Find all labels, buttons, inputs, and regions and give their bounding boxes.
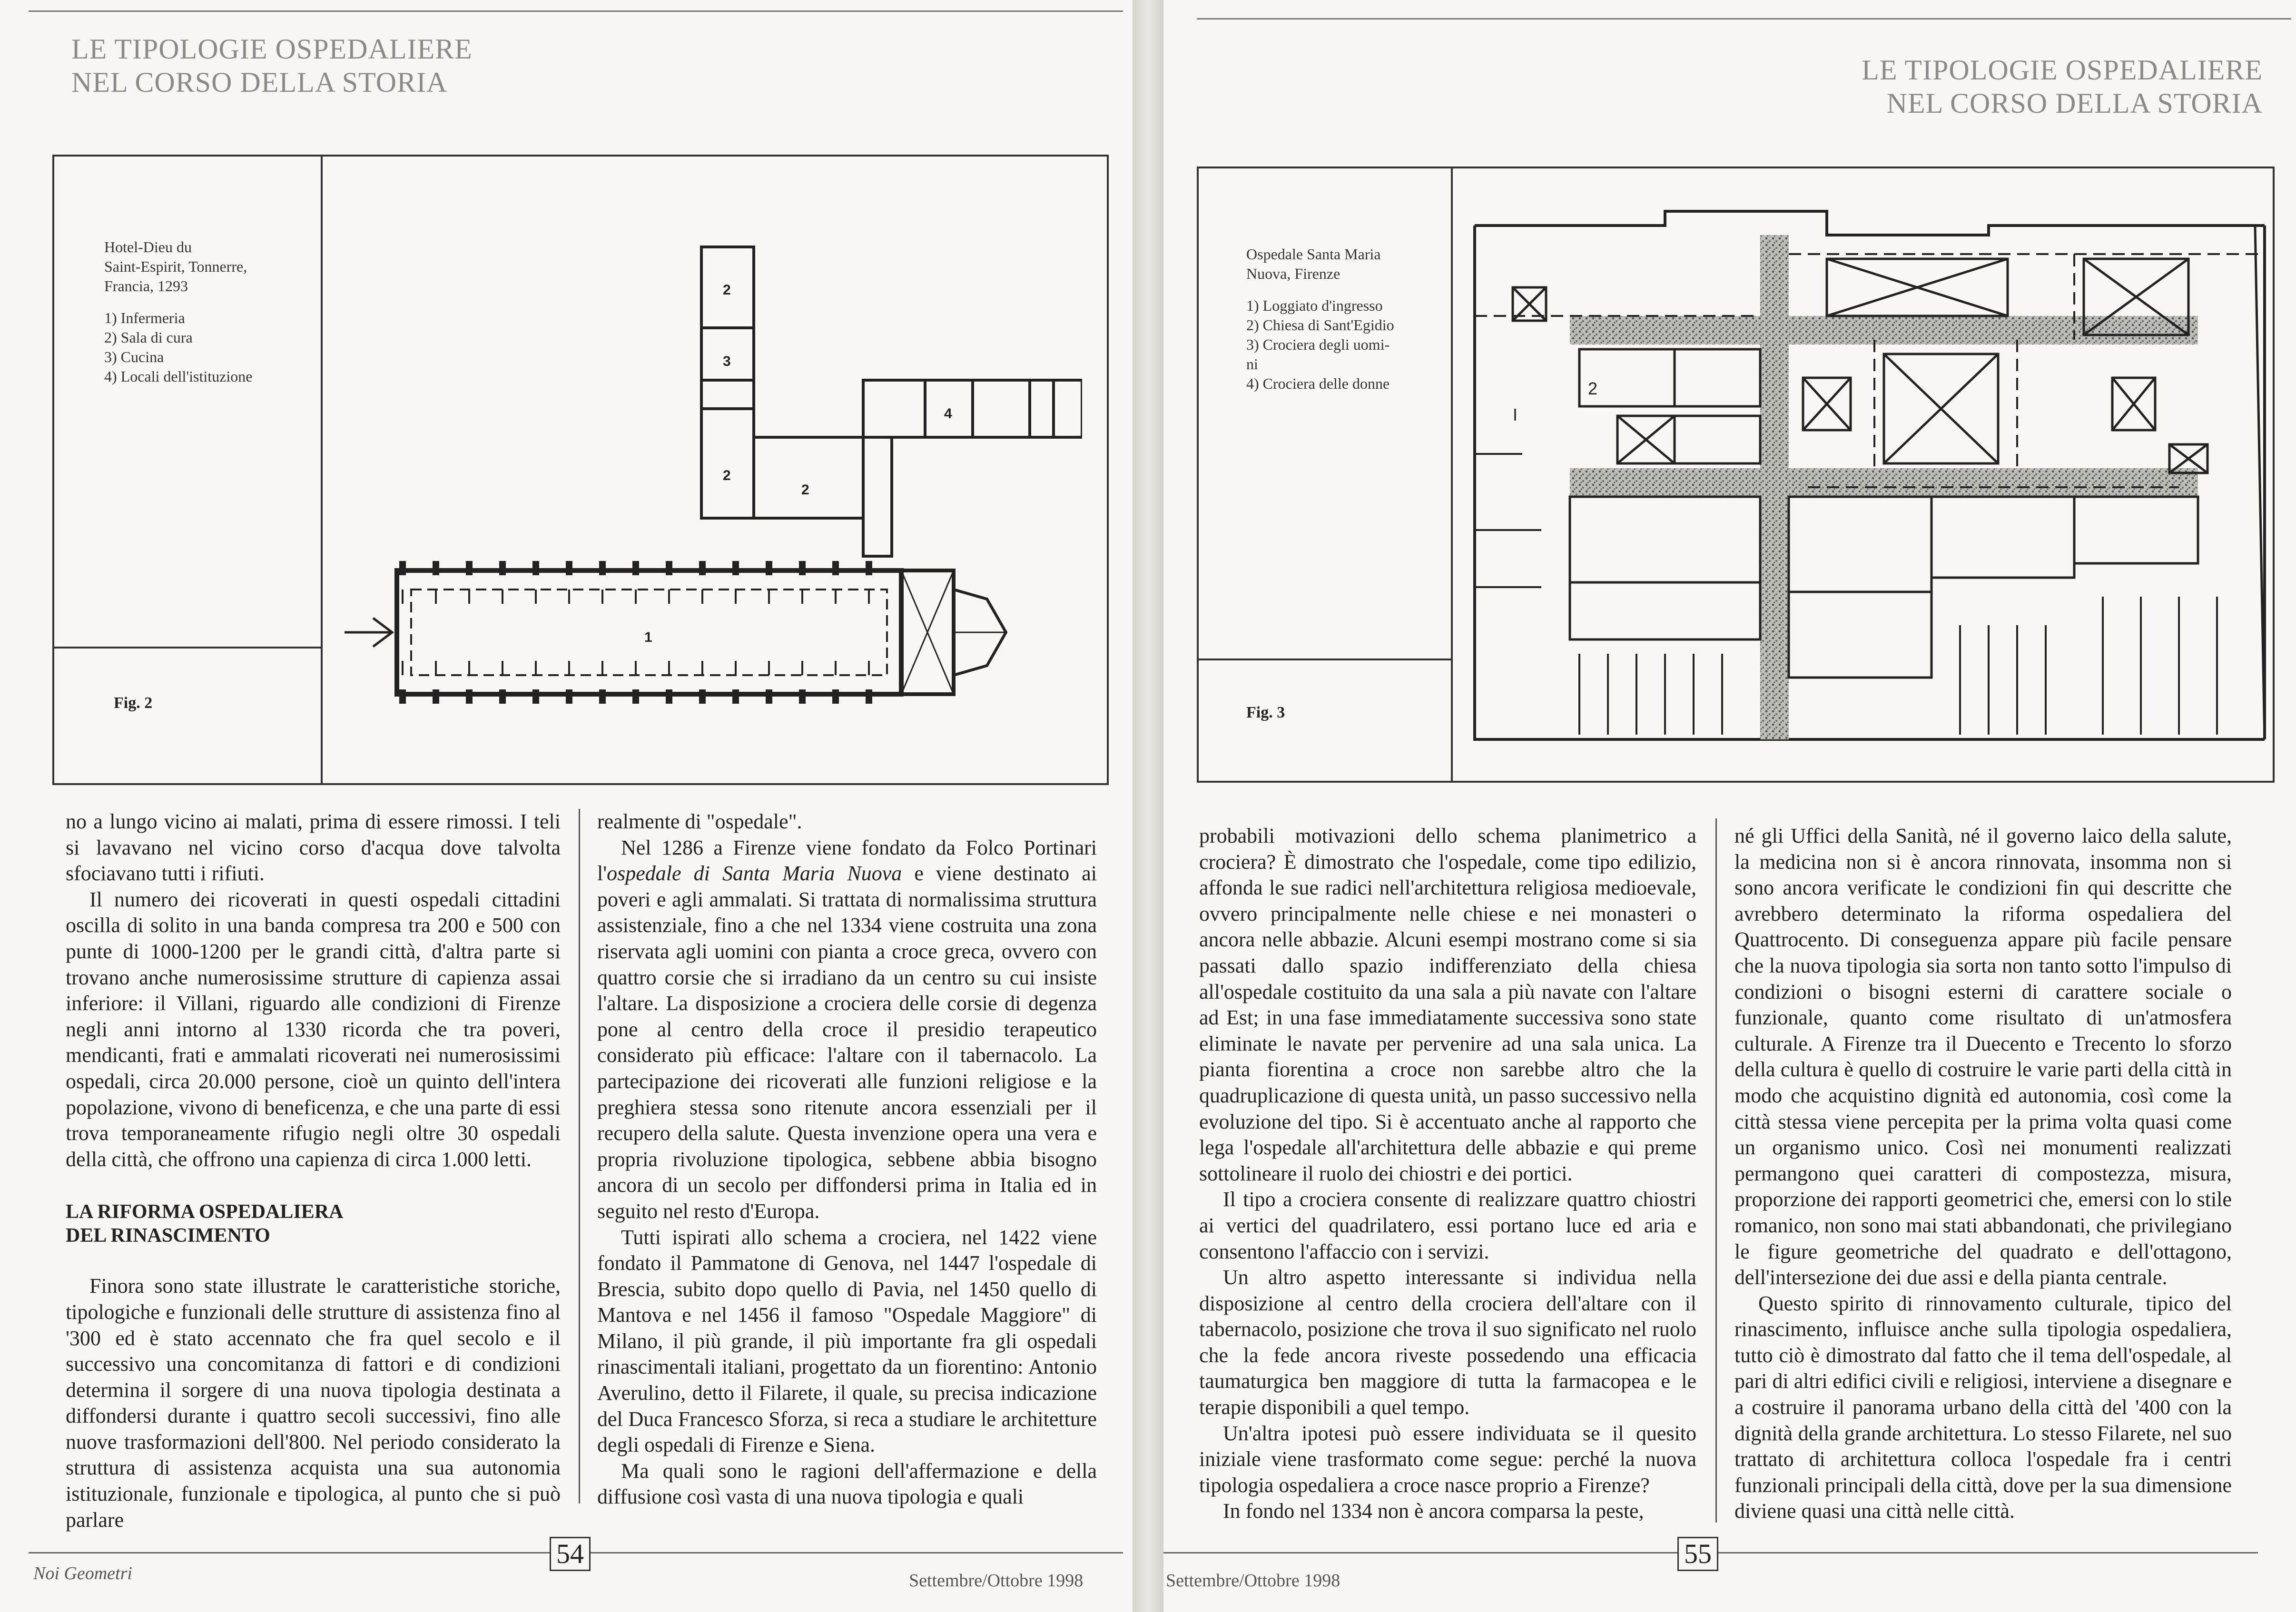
paragraph: Un'altra ipotesi può essere individuata se il quesito iniziale viene trasformato come segue: perché la nuova tipologia ospedaliera a croce nasce proprio a Firenze? bbox=[1199, 1421, 1696, 1497]
legend-item: 4) Crociera delle donne bbox=[1246, 375, 1390, 392]
legend-item: 3) Cucina bbox=[104, 348, 164, 365]
buttress bbox=[666, 689, 672, 704]
footer-date: Settembre/Ottobre 1998 bbox=[1166, 1571, 1340, 1591]
figure-2 bbox=[52, 155, 1109, 785]
caption-title-line: Hotel-Dieu du bbox=[104, 238, 192, 256]
paragraph: Il numero dei ricoverati in questi ospedali cittadini oscilla di solito in una banda compresa tra 200 e 500 con punte di 1000-1200 per le grandi città, d'altra parte si trovano anche numerosissime strutture di capienza assai inferiore: il Villani, riguardo alle condizioni di Firenze negli anni intorno al 1330 ricorda che tra poveri, mendicanti, frati e ammalati ricoverati nei numerosissimi ospedali, circa 20.000 persone, cioè un quinto dell'intera popolazione, vivono di beneficenza, e che una parte di essi trova temporaneamente rifugio negli oltre 30 ospedali della città, che offrono una capienza di circa 1.000 letti. bbox=[66, 887, 561, 1171]
paragraph: Nel 1286 a Firenze viene fondato da Folco Portinari l'ospedale di Santa Maria Nuova e viene destinato ai poveri e agli ammalati. Si trattata di normalissima struttura assistenziale, fino a che nel 1334 viene costruita una zona riservata agli uomini con pianta a croce greca, ovvero con quattro corsie che si irradiano da un centro su cui insiste l'altare. La disposizione a crociera delle corsie di degenza pone al centro della croce il presidio terapeutico considerato più efficace: l'altare con il tabernacolo. La partecipazione dei ricoverati alle funzioni religiose e la preghiera stessa sono ritenute ancora essenziali per il recupero della salute. Questa invenzione opera una vera e propria rivoluzione tipologica, sebbene abbia bisogno ancora di un secolo per diffondersi prima in Italia ed in seguito nel resto d'Europa. bbox=[597, 835, 1097, 1223]
caption-title-line: Ospedale Santa Maria bbox=[1246, 246, 1381, 263]
buttress bbox=[732, 561, 739, 575]
buttress bbox=[632, 561, 639, 575]
buttress bbox=[766, 689, 772, 704]
buttress bbox=[766, 561, 772, 575]
top-rule bbox=[1197, 18, 2291, 20]
right-column-1 bbox=[1199, 823, 1696, 1524]
buttress bbox=[666, 561, 672, 575]
caption-title-line: Francia, 1293 bbox=[104, 277, 188, 295]
running-head-left bbox=[71, 32, 473, 99]
left-column-1 bbox=[66, 809, 561, 1533]
paragraph: né gli Uffici della Sanità, né il governo laico della salute, la medicina non si è ancora rinnovata, insomma non si sono ancora verificate le condizioni fin qui descritte che avrebbero determinato la riforma ospedaliera del Quattrocento. Di conseguenza appare più facile pensare che la nuova tipologia sia sorta non tanto sotto l'impulso di condizioni o bisogni esterni di carattere sociale o funzionale, quanto come risultato di un'atmosfera culturale. A Firenze tra il Duecento e Trecento lo sforzo della cultura è quello di costruire le varie parti della città in modo che acquistino dignità ed autonomia, così come la città stessa viene percepita per la prima volta quasi come un organismo unico. Così nei monumenti realizzati permangono quei caratteri di compostezza, misura, proporzione dei rapporti geometrici che, emersi con lo stile romanico, non sono mai stati abbandonati, che privilegiano le figure geometriche del quadrato e dell'ottagono, dell'intersezione dei due assi e della pianta centrale. bbox=[1734, 824, 2232, 1289]
paragraph: Un altro aspetto interessante si individua nella disposizione al centro della crociera dell'altare con il tabernacolo, posizione che trova il suo significato nel ruolo che la fede ancora riveste possedendo una efficacia taumaturgica ben maggiore di tutta la farmacopea e le terapie disponibili a quel tempo. bbox=[1199, 1266, 1696, 1419]
running-head-line1: LE TIPOLOGIE OSPEDALIERE bbox=[71, 33, 473, 65]
paragraph: Il tipo a crociera consente di realizzare quattro chiostri ai vertici del quadrilatero, essi portano luce ed aria e consentono l'affaccio con i servizi. bbox=[1199, 1188, 1696, 1263]
caption-title-line: Nuova, Firenze bbox=[1246, 265, 1340, 282]
column-rule bbox=[579, 809, 580, 1504]
buttress bbox=[732, 689, 739, 704]
footer-publication: Noi Geometri bbox=[33, 1563, 132, 1583]
legend-item: 4) Locali dell'istituzione bbox=[104, 368, 253, 385]
buttress bbox=[532, 689, 539, 704]
paragraph: Ma quali sono le ragioni dell'affermazione e della diffusione così vasta di una nuova tipologia e quali bbox=[597, 1459, 1097, 1509]
paragraph: no a lungo vicino ai malati, prima di essere rimossi. I teli si lavavano nel vicino corso d'acqua dove talvolta sfociavano tutti i rifiuti. bbox=[66, 810, 561, 885]
buttress bbox=[699, 561, 706, 575]
buttress bbox=[399, 561, 406, 575]
plan-label: 2 bbox=[1588, 379, 1598, 398]
top-rule bbox=[29, 10, 1123, 12]
buttress bbox=[866, 689, 872, 704]
buttress bbox=[466, 689, 473, 704]
paragraph: realmente di "ospedale". bbox=[597, 810, 802, 833]
left-column-2 bbox=[597, 809, 1097, 1510]
caption-divider bbox=[54, 647, 321, 649]
plan-label: 1 bbox=[644, 629, 652, 645]
heading-line: DEL RINASCIMENTO bbox=[66, 1225, 270, 1247]
legend-item: 2) Sala di cura bbox=[104, 329, 193, 346]
buttress bbox=[433, 561, 439, 575]
plan-label: 4 bbox=[944, 406, 952, 422]
buttress bbox=[632, 689, 639, 704]
figure-2-label: Fig. 2 bbox=[114, 694, 153, 712]
figure-divider bbox=[1451, 168, 1453, 781]
buttress bbox=[433, 689, 439, 704]
buttress bbox=[599, 689, 606, 704]
left-page bbox=[0, 0, 1133, 1612]
plan-label: 2 bbox=[723, 282, 731, 298]
plan-label: I bbox=[1513, 405, 1518, 424]
paragraph: probabili motivazioni dello schema planimetrico a crociera? È dimostrato che l'ospedale, come tipo edilizio, affonda le sue radici nell'architettura religiosa medioevale, ovvero principalmente nelle chiese e nei monasteri o ancora nelle abbazie. Alcuni esempi mostrano come si sia passati dallo spazio indifferenziato della chiesa all'ospedale costituito da una sala a più navate con l'altare ad Est; in una fase immediatamente successiva sono state eliminate le navate per pervenire ad una sala unica. La pianta fiorentina a croce non sarebbe altro che la quadruplicazione di questa unità, un passo successivo nella evoluzione del tipo. Si è accentuato anche al rapporto che lega l'ospedale all'architettura delle abbazie e qui preme sottolineare il ruolo dei chiostri e dei portici. bbox=[1199, 824, 1696, 1185]
paragraph: Questo spirito di rinnovamento culturale, tipico del rinascimento, influisce anche sulla tipologia ospedaliera, tutto ciò è dimostrato dal fatto che il tema dell'ospedale, al pari di altri edifici civili e religiosi, interviene a disegnare e a costruire il panorama urbano della città del '400 con la dignità della grande architettura. Lo stesso Filarete, nel suo trattato di architettura colloca l'ospedale fra i centri funzionali principali della città, dove per la sua dimensione diviene quasi una città nelle città. bbox=[1734, 1291, 2232, 1523]
figure-3 bbox=[1197, 167, 2275, 783]
page-number: 55 bbox=[1677, 1537, 1718, 1571]
buttress bbox=[599, 561, 606, 575]
buttress bbox=[499, 561, 506, 575]
buttress bbox=[799, 689, 806, 704]
figure-divider bbox=[321, 157, 323, 783]
heading-line: LA RIFORMA OSPEDALIERA bbox=[66, 1201, 344, 1223]
page-number: 54 bbox=[550, 1537, 591, 1571]
buttress bbox=[466, 561, 473, 575]
book-gutter bbox=[1133, 0, 1163, 1612]
figure-2-caption bbox=[104, 237, 309, 386]
buttress bbox=[699, 689, 706, 704]
column-rule bbox=[1715, 818, 1717, 1523]
buttress bbox=[866, 561, 872, 575]
caption-title-line: Saint-Espirit, Tonnerre, bbox=[104, 258, 247, 275]
legend-item: 3) Crociera degli uomi- bbox=[1246, 336, 1390, 353]
figure-3-caption bbox=[1246, 245, 1446, 393]
caption-divider bbox=[1199, 659, 1451, 660]
plan-label: 3 bbox=[723, 354, 731, 369]
legend-item: 1) Infermeria bbox=[104, 309, 185, 326]
running-head-line2: NEL CORSO DELLA STORIA bbox=[1886, 88, 2263, 119]
running-head-line1: LE TIPOLOGIE OSPEDALIERE bbox=[1862, 54, 2263, 86]
right-page bbox=[1163, 0, 2296, 1612]
plan-label: 2 bbox=[723, 468, 731, 483]
paragraph: Tutti ispirati allo schema a crociera, nel 1422 viene fondato il Pammatone di Genova, nel 1447 l'ospedale di Brescia, subito dopo quello di Pavia, nel 1450 quello di Mantova e nel 1456 il famoso "Ospedale Maggiore" di Milano, il più grande, il più importante fra gli ospedali rinascimentali italiani, progettato da un fiorentino: Antonio Averulino, detto il Filarete, il quale, su precisa indicazione del Duca Francesco Sforza, si reca a studiare le architetture degli ospedali di Firenze e Siena. bbox=[597, 1225, 1097, 1457]
buttress bbox=[832, 561, 839, 575]
buttress bbox=[832, 689, 839, 704]
hotel-dieu-floor-plan bbox=[340, 228, 1082, 756]
legend-item: 2) Chiesa di Sant'Egidio bbox=[1246, 316, 1394, 334]
paragraph: In fondo nel 1334 non è ancora comparsa la peste, bbox=[1223, 1499, 1644, 1523]
section-heading bbox=[66, 1200, 561, 1248]
santa-maria-nuova-floor-plan bbox=[1465, 197, 2269, 768]
buttress bbox=[399, 689, 406, 704]
running-head-line2: NEL CORSO DELLA STORIA bbox=[71, 67, 448, 98]
running-head-right bbox=[1862, 53, 2263, 120]
buttress bbox=[566, 689, 572, 704]
buttress bbox=[799, 561, 806, 575]
legend-item: ni bbox=[1246, 355, 1258, 373]
buttress bbox=[532, 561, 539, 575]
plan-label: 2 bbox=[801, 482, 809, 498]
figure-3-label: Fig. 3 bbox=[1246, 704, 1285, 721]
paragraph: Finora sono state illustrate le caratteristiche storiche, tipologiche e funzionali delle strutture di assistenza fino al '300 ed è stato accennato che fra quel secolo e il successivo una concomitanza di fattori e di condizioni determina il sorgere di una nuova tipologia destinata a diffondersi durante i quattro secoli successivi, fino alle nuove trasformazioni dell'800. Nel periodo considerato la struttura di assistenza acquista una sua autonomia istituzionale, funzionale e tipologica, al punto che si può parlare bbox=[66, 1274, 561, 1532]
right-column-2 bbox=[1734, 823, 2232, 1524]
buttress bbox=[499, 689, 506, 704]
footer-date: Settembre/Ottobre 1998 bbox=[909, 1571, 1084, 1591]
legend-item: 1) Loggiato d'ingresso bbox=[1246, 297, 1383, 314]
buttress bbox=[566, 561, 572, 575]
